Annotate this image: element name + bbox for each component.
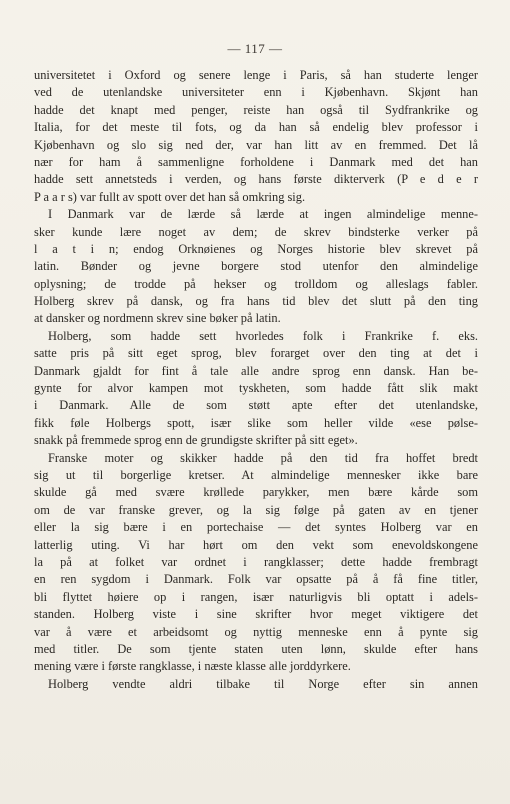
text-line: om de var franske grever, og la sig følge på gaten av en tjener [34,502,478,517]
text-line: snakk på fremmede sprog enn de grundigste skrifter på sitt eget». [34,433,358,448]
text-line: at dansker og nordmenn skrev sine bøker på latin. [34,311,281,326]
text-line: Italia, for det meste til fots, og da han så endelig blev professor i [34,120,478,135]
text-line: gynte for alvor kampen mot tyskheten, som hadde fått slik makt [34,381,478,396]
text-line: hadde det knapt med penger, reiste han også til Sydfrankrike og [34,102,478,117]
text-line: med titler. De som tjente staten uten lønn, skulde efter hans [34,641,478,656]
text-line: sker kunde lære noget av dem; de skrev bindsterke verker på [34,224,478,239]
text-line: Franske moter og skikker hadde på den tid fra hoffet bredt [48,450,478,465]
page-number: — 117 — [227,41,283,56]
text-line: Holberg, som hadde sett hvorledes folk i Frankrike f. eks. [48,328,478,343]
text-line: i Danmark. Alle de som støtt apte efter det utenlandske, [34,398,478,413]
text-line: mening være i første rangklasse, i næste klasse alle jorddyrkere. [34,659,351,674]
text-line: latin. Bønder og jevne borgere stod utenfor den almindelige [34,259,478,274]
text-line: fikk føle Holbergs spott, især slike som heller vilde «ese pølse- [34,415,478,430]
text-line: l a t i n; endog Orknøienes og Norges historie blev skrevet på [34,241,478,256]
text-line: Danmark gjaldt for fint å tale alle andre sprog enn dansk. Han be- [34,363,478,378]
text-line: skulde gå med svære krøllede parykker, men bære kårde som [34,485,478,500]
text-line: Holberg vendte aldri tilbake til Norge efter sin annen [48,676,478,691]
text-line: Kjøbenhavn og slo sig ned der, var han litt av en fremmed. Det lå [34,137,478,152]
text-line: bli flyttet høiere op i rangen, især naturligvis bli optatt i adels- [34,589,478,604]
text-line: universitetet i Oxford og senere lenge i Paris, så han studerte lenger [34,68,478,82]
text-line: standen. Holberg viste i sine skrifter hvor meget viktigere det [34,607,478,622]
text-line: ved de utenlandske universiteter enn i Kjøbenhavn. Skjønt han [34,85,478,100]
text-line: P a a r s) var fullt av spott over det han så omkring sig. [34,189,306,204]
text-line: latterlig uting. Vi har hørt om den vekt som enevoldskongene [34,537,478,552]
text-line: sig ut til borgerlige kretser. At almindelige mennesker ikke bare [34,467,478,482]
body-text [34,67,478,693]
text-line: en ren sygdom i Danmark. Folk var opsatte på å få fine titler, [34,572,478,587]
text-line: var å være et arbeidsomt og nyttig menneske enn å pynte sig [34,624,478,639]
text-line: Holberg skrev på dansk, og fra hans tid blev det slutt på den ting [34,294,478,309]
text-line: I Danmark var de lærde så lærde at ingen almindelige menne- [48,207,478,222]
text-line: satte pris på sitt eget sprog, blev forarget over den ting at det i [34,346,478,361]
text-line: oplysning; de trodde på hekser og trolldom og alleslags fabler. [34,276,478,291]
text-line: la på at folket var ordnet i rangklasser; dette hadde frembragt [34,554,478,569]
text-line: eller la sig bære i en portechaise — det syntes Holberg var en [34,520,478,535]
text-line: hadde sett annetsteds i verden, og hans første dikterverk (P e d e r [34,172,478,187]
text-line: nær for ham å sammenligne forholdene i Danmark med det han [34,154,478,169]
